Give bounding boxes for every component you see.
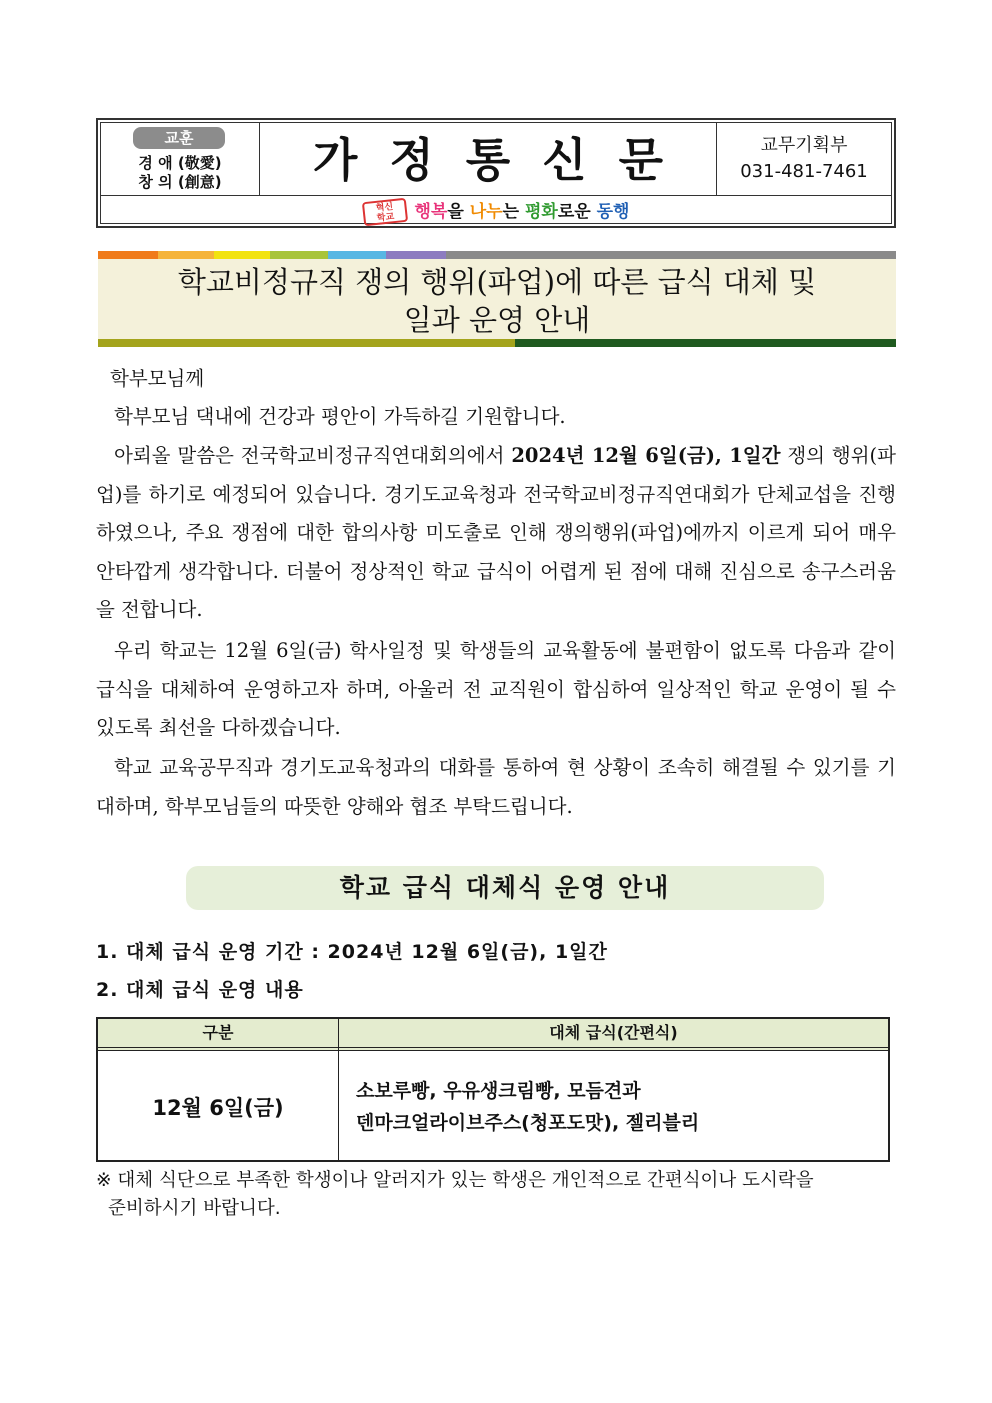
paragraph-2: 아뢰올 말씀은 전국학교비정규직연대회의에서 2024년 12월 6일(금), 1일간 쟁의 행위(파업)를 하기로 예정되어 있습니다. 경기도교육청과 전국학교비정규직연대회가 단체교섭을 진행하였으나, 주요 쟁점에 대한 합의사항 미도출로 인해 쟁의행위(파업)에까지 이르게 되어 매우 안타깝게 생각합니다. 더불어 정상적인 학교 급식이 어렵게 된 점에 대해 진심으로 송구스러움을 전합니다. <box>96 444 896 621</box>
note-line-2: 준비하시기 바랍니다. <box>108 1198 281 1219</box>
meal-menu <box>356 1075 699 1139</box>
school-motto <box>101 123 260 195</box>
table-header <box>98 1019 888 1051</box>
paragraph-3: 우리 학교는 12월 6일(금) 학사일정 및 학생들의 교육활동에 불편함이 없도록 다음과 같이 급식을 대체하여 운영하고자 하며, 아울러 전 교직원이 합심하여 일상적인 학교 운영이 될 수 있도록 최선을 다하겠습니다. <box>96 639 896 739</box>
greeting: 학부모님께 <box>110 367 205 390</box>
color-bar-segment <box>446 251 896 259</box>
motto-line-1: 경 애 (敬愛) <box>138 154 222 172</box>
innovation-school-stamp-icon: 혁신 학교 <box>361 198 407 226</box>
motto-line-2: 창 의 (創意) <box>138 173 222 191</box>
notice-title-line-2: 일과 운영 안내 <box>403 303 591 337</box>
slogan-part: 로운 <box>557 202 597 222</box>
slogan-part: 평화 <box>524 202 558 222</box>
slogan-part: 을 <box>447 202 470 222</box>
color-bar-segment <box>270 251 328 259</box>
department-info <box>717 123 891 195</box>
note-line-1: ※ 대체 식단으로 부족한 학생이나 알러지가 있는 학생은 개인적으로 간편식이나 도시락을 <box>96 1170 814 1191</box>
section-title: 학교 급식 대체식 운영 안내 <box>186 866 824 910</box>
menu-line-1: 소보루빵, 우유생크림빵, 모듬견과 <box>356 1080 641 1102</box>
notice-title-line-1: 학교비정규직 쟁의 행위(파업)에 따른 급식 대체 및 <box>177 265 817 299</box>
banner-top-color-bar <box>98 251 896 259</box>
school-slogan <box>101 196 891 229</box>
meal-table <box>96 1017 890 1162</box>
header-category: 구분 <box>202 1023 234 1042</box>
slogan-text <box>415 202 630 222</box>
paragraph-4: 학교 교육공무직과 경기도교육청과의 대화를 통하여 현 상황이 조속히 해결될 수 있기를 기대하며, 학부모님들의 따뜻한 양해와 협조 부탁드립니다. <box>96 756 896 818</box>
header-menu: 대체 급식(간편식) <box>549 1023 678 1042</box>
item-period: 1. 대체 급식 운영 기간 : 2024년 12월 6일(금), 1일간 <box>96 941 608 963</box>
motto-label: 교훈 <box>133 127 225 149</box>
color-bar-segment <box>328 251 386 259</box>
notice-title-banner <box>98 259 896 339</box>
paragraph-1: 학부모님 댁내에 건강과 평안이 가득하길 기원합니다. <box>114 405 566 428</box>
slogan-part: 행복 <box>414 202 448 222</box>
color-bar-segment <box>158 251 214 259</box>
slogan-part: 는 <box>502 202 525 222</box>
strike-date: 2024년 12월 6일(금), 1일간 <box>511 444 781 467</box>
item-content: 2. 대체 급식 운영 내용 <box>96 979 304 1001</box>
banner-bottom-color-bar <box>98 339 896 347</box>
slogan-part: 동행 <box>596 202 630 222</box>
color-bar-segment <box>98 339 515 347</box>
color-bar-segment <box>98 251 158 259</box>
slogan-part: 나누 <box>469 202 503 222</box>
department-phone: 031-481-7461 <box>740 161 868 182</box>
meal-date: 12월 6일(금) <box>152 1095 284 1120</box>
newsletter-header <box>96 118 896 228</box>
page-title: 가정통신문 <box>312 133 696 187</box>
color-bar-segment <box>214 251 270 259</box>
color-bar-segment <box>386 251 446 259</box>
color-bar-segment <box>515 339 896 347</box>
menu-line-2: 덴마크얼라이브주스(청포도맛), 젤리블리 <box>356 1112 700 1134</box>
department-name: 교무기획부 <box>760 135 848 156</box>
